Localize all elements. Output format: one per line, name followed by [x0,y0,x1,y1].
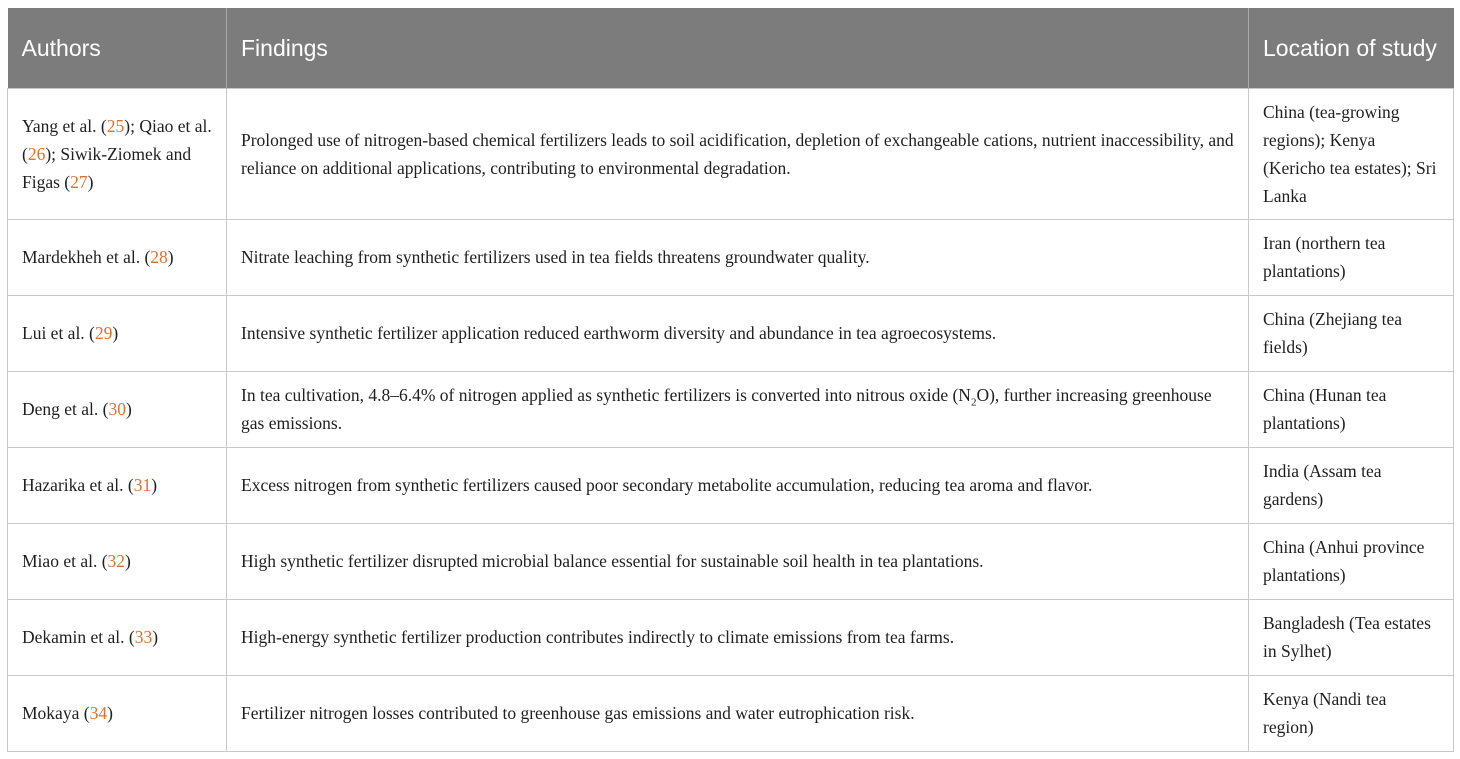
author-name: Qiao et al. ( [22,115,212,164]
header-findings: Findings [227,8,1249,88]
author-name: Mardekheh et al. ( [22,247,151,267]
author-name: Hazarika et al. ( [22,475,134,495]
location-cell: China (tea-growing regions); Kenya (Kericho tea estates); Sri Lanka [1249,88,1454,219]
authors-cell [8,88,227,219]
author-sep: ) [152,627,159,647]
authors-cell [8,599,227,675]
authors-cell [8,219,227,295]
author-sep: ) [107,703,113,723]
authors-cell [8,675,227,751]
finding-text: O), further increasing greenhouse gas emissions. [241,385,1212,433]
reference-link[interactable]: 27 [70,171,88,192]
header-location: Location of study [1249,8,1454,88]
finding-cell [227,371,1249,447]
table-body [8,88,1454,751]
author-sep: ) [87,171,94,192]
finding-cell: Fertilizer nitrogen losses contributed to greenhouse gas emissions and water eutrophication risk. [227,675,1249,751]
author-sep: ) [112,323,119,343]
location-cell: Kenya (Nandi tea region) [1249,675,1454,751]
finding-cell: High synthetic fertilizer disrupted microbial balance essential for sustainable soil health in tea plantations. [227,523,1249,599]
author-sep: ); [124,115,140,136]
author-name: Miao et al. ( [22,551,108,571]
authors-cell [8,371,227,447]
author-sep: ) [167,247,174,267]
authors-cell [8,447,227,523]
location-cell: China (Anhui province plantations) [1249,523,1454,599]
location-cell: India (Assam tea gardens) [1249,447,1454,523]
table-row [8,371,1454,447]
reference-link[interactable]: 26 [27,143,46,164]
reference-link[interactable]: 28 [150,247,168,267]
finding-cell: Prolonged use of nitrogen-based chemical fertilizers leads to soil acidification, depletion of exchangeable cations, nutrient inaccessibility, and reliance on additional applications, contributing to environmental degradation. [227,88,1249,219]
subscript: 2 [970,396,977,409]
author-name: Deng et al. ( [22,399,109,419]
table-header [8,8,1454,88]
author-sep: ) [126,399,132,419]
author-name: Mokaya ( [22,703,90,723]
table-row [8,219,1454,295]
author-name: Dekamin et al. ( [22,627,135,647]
finding-cell: High-energy synthetic fertilizer production contributes indirectly to climate emissions from tea farms. [227,599,1249,675]
reference-link[interactable]: 33 [134,627,153,647]
author-name: Yang et al. ( [22,115,107,136]
header-row [8,8,1454,88]
author-sep: ) [151,475,158,495]
header-authors: Authors [8,8,227,88]
reference-link[interactable]: 29 [94,323,113,343]
author-sep: ) [125,551,131,571]
table-row [8,523,1454,599]
reference-link[interactable]: 31 [133,475,152,495]
table-row [8,599,1454,675]
reference-link[interactable]: 25 [106,115,125,136]
reference-link[interactable]: 32 [107,551,126,571]
finding-cell: Excess nitrogen from synthetic fertilizers caused poor secondary metabolite accumulation, reducing tea aroma and flavor. [227,447,1249,523]
authors-cell [8,295,227,371]
reference-link[interactable]: 30 [108,399,126,419]
table-row [8,295,1454,371]
finding-text: In tea cultivation, 4.8–6.4% of nitrogen applied as synthetic fertilizers is converted into nitrous oxide (N [241,385,971,405]
location-cell: Bangladesh (Tea estates in Sylhet) [1249,599,1454,675]
location-cell: China (Hunan tea plantations) [1249,371,1454,447]
authors-cell [8,523,227,599]
author-name: Lui et al. ( [22,323,95,343]
location-cell: China (Zhejiang tea fields) [1249,295,1454,371]
finding-cell: Nitrate leaching from synthetic fertilizers used in tea fields threatens groundwater quality. [227,219,1249,295]
location-cell: Iran (northern tea plantations) [1249,219,1454,295]
finding-cell: Intensive synthetic fertilizer application reduced earthworm diversity and abundance in tea agroecosystems. [227,295,1249,371]
table-row [8,675,1454,751]
findings-table [7,8,1454,752]
reference-link[interactable]: 34 [89,703,108,723]
table-row [8,88,1454,219]
author-name: Siwik-Ziomek and Figas ( [22,143,192,192]
author-sep: ); [45,143,61,164]
table-row [8,447,1454,523]
